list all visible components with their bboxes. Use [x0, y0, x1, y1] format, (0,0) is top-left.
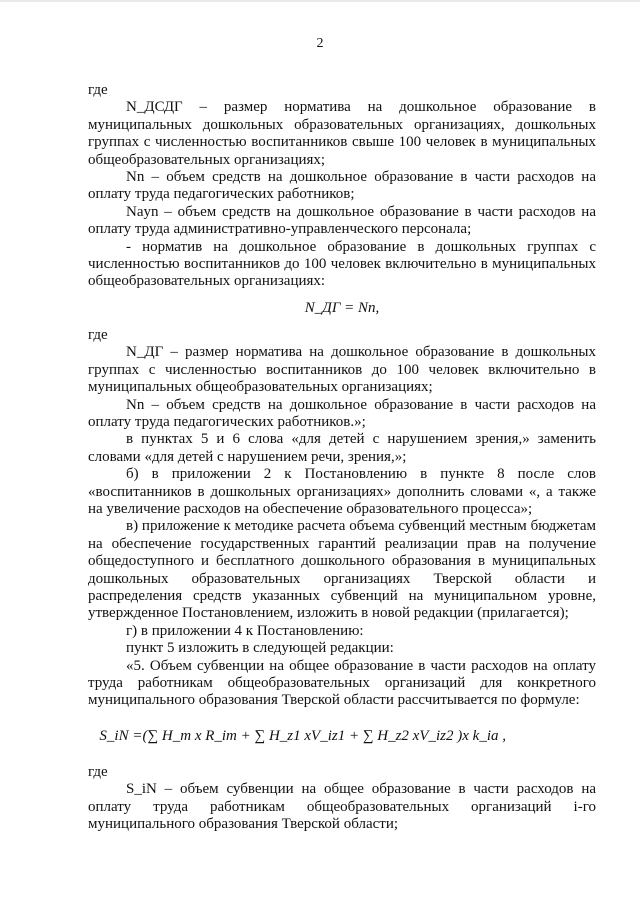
- paragraph-norm-dg: - норматив на дошкольное образование в дошкольных группах с численностью воспитанников до 100 человек включительно в муниципальных общеобразовательных организациях:: [88, 238, 596, 290]
- paragraph-sin: S_iN – объем субвенции на общее образование в части расходов на оплату труда работникам общеобразовательных организаций i-го муниципального образования Тверской области;: [88, 781, 596, 833]
- paragraph-n-dg: N_ДГ – размер норматива на дошкольное образование в дошкольных группах с численностью воспитанников до 100 человек включительно в муниципальных общеобразовательных организациях;: [88, 344, 596, 396]
- paragraph-where-3: где: [88, 763, 108, 780]
- paragraph-v: в) приложение к методике расчета объема субвенций местным бюджетам на обеспечение государственных гарантий реализации прав на получение общедоступного и бесплатного дошкольного образования в муниципальных дошкольных образовательных организациях Тверской области и распределения средств указанных субвенций на муниципальном уровне, утвержденное Постановлением, изложить в новой редакции (прилагается);: [88, 518, 596, 622]
- paragraph-naup: Naуn – объем средств на дошкольное образование в части расходов на оплату труда административно-управленческого персонала;: [88, 203, 596, 238]
- formula-sin-text: S_iN =(∑ H_m x R_im + ∑ H_z1 xV_iz1 + ∑ H_z2 xV_iz2 )x k_ia ,: [99, 728, 506, 745]
- document-body: [88, 82, 596, 833]
- paragraph-points-5-6: в пунктах 5 и 6 слова «для детей с нарушением зрения,» заменить словами «для детей с нарушением речи, зрения,»;: [88, 431, 596, 465]
- formula-ndg: [88, 291, 596, 327]
- paragraph-b: б) в приложении 2 к Постановлению в пункте 8 после слов «воспитанников в дошкольных организациях» дополнить словами «, а также на увеличение расходов на обеспечение образовательного процесса»;: [88, 466, 596, 517]
- paragraph-nn-2: Nn – объем средств на дошкольное образование в части расходов на оплату труда педагогических работников.»;: [88, 396, 596, 430]
- paragraph-where-1: где: [88, 82, 108, 98]
- paragraph-where-2: где: [88, 326, 108, 343]
- paragraph-5-subvention: «5. Объем субвенции на общее образование в части расходов на оплату труда работникам общеобразовательных организаций для конкретного муниципального образования Тверской области рассчитывается по формуле:: [88, 657, 596, 709]
- paragraph-point-5: пункт 5 изложить в следующей редакции:: [126, 640, 394, 657]
- paragraph-nn-1: Nn – объем средств на дошкольное образование в части расходов на оплату труда педагогических работников;: [88, 169, 596, 203]
- page-number: 2: [316, 36, 324, 51]
- paragraph-g: г) в приложении 4 к Постановлению:: [126, 622, 364, 639]
- formula-ndg-text: N_ДГ = Nn,: [304, 300, 380, 317]
- paragraph-n-dsdg: N_ДСДГ – размер норматива на дошкольное образование в муниципальных дошкольных образовательных организациях, дошкольных группах с численностью воспитанников свыше 100 человек в муниципальных общеобразовательных организациях;: [88, 99, 596, 168]
- formula-sin: [88, 710, 596, 764]
- scan-edge-line: [0, 0, 640, 2]
